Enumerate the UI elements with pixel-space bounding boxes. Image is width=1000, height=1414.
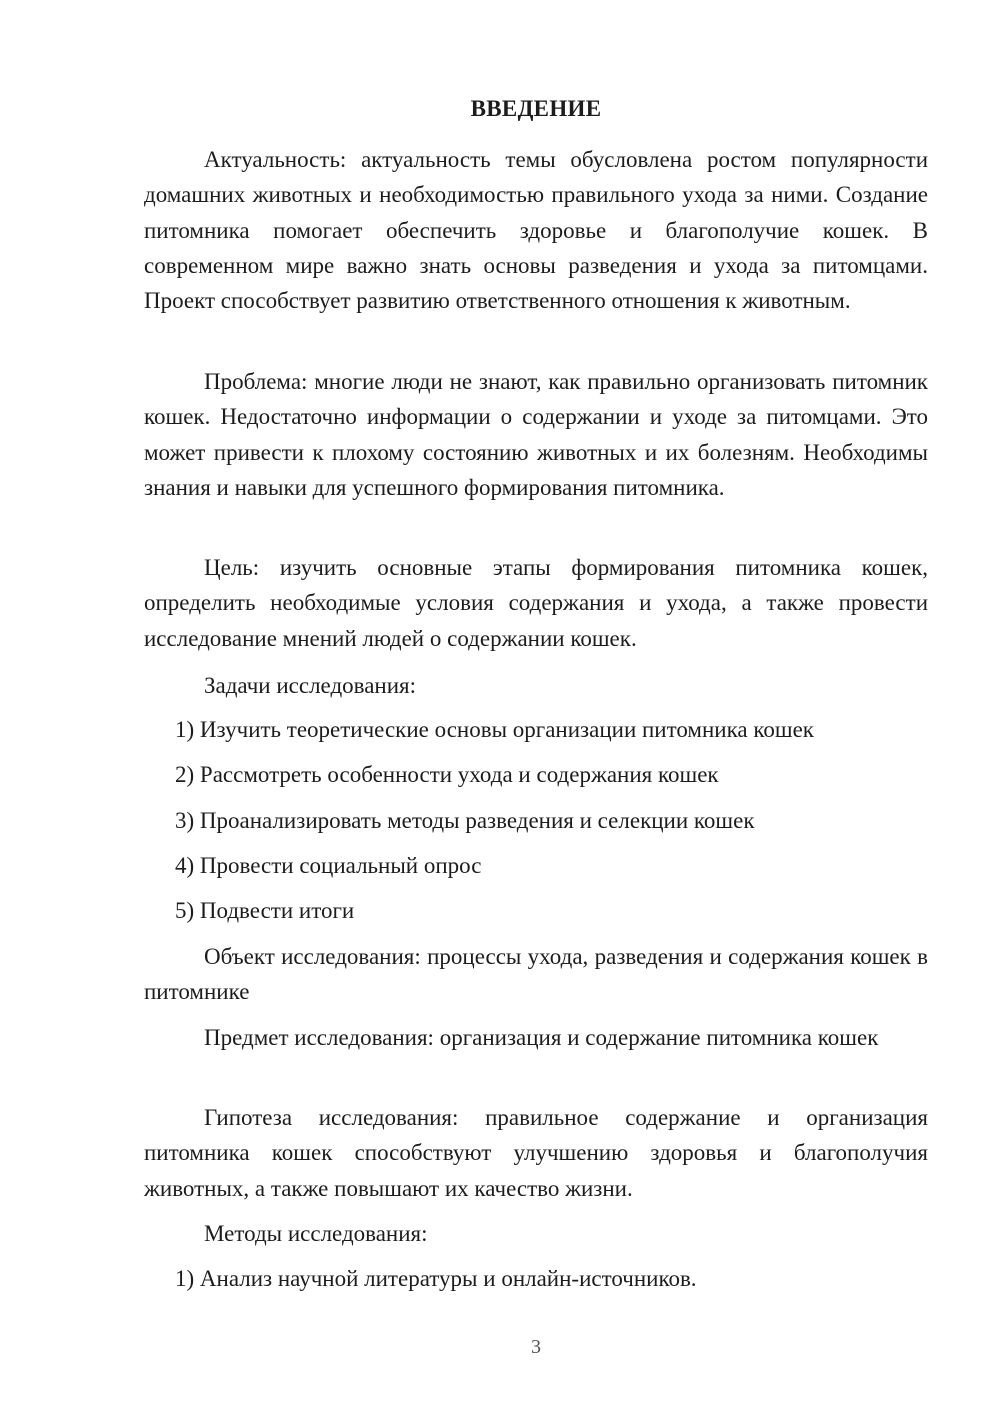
object-paragraph: Объект исследования: процессы ухода, разведения и содержания кошек в питомнике xyxy=(144,944,928,1005)
task-item: 4) Провести социальный опрос xyxy=(175,853,482,878)
task-item: 3) Проанализировать методы разведения и селекции кошек xyxy=(175,808,755,833)
goal-paragraph: Цель: изучить основные этапы формирования питомника кошек, определить необходимые условия содержания и ухода, а также провести исследование мнений людей о содержании кошек. xyxy=(144,555,928,651)
task-item: 2) Рассмотреть особенности ухода и содержания кошек xyxy=(175,762,719,787)
subject-paragraph: Предмет исследования: организация и содержание питомника кошек xyxy=(204,1025,879,1050)
page-number: 3 xyxy=(531,1336,541,1358)
tasks-heading: Задачи исследования: xyxy=(204,673,417,698)
method-item: 1) Анализ научной литературы и онлайн-источников. xyxy=(175,1266,697,1291)
relevance-paragraph: Актуальность: актуальность темы обусловлена ростом популярности домашних животных и необходимостью правильного ухода за ними. Создание питомника помогает обеспечить здоровье и благополучие кошек. В современном мире важно знать основы разведения и ухода за питомцами. Проект способствует развитию ответственного отношения к животным. xyxy=(144,147,928,314)
page-title: ВВЕДЕНИЕ xyxy=(470,96,602,121)
task-item: 1) Изучить теоретические основы организации питомника кошек xyxy=(175,717,814,742)
methods-heading: Методы исследования: xyxy=(204,1221,428,1246)
hypothesis-paragraph: Гипотеза исследования: правильное содержание и организация питомника кошек способствуют улучшению здоровья и благополучия животных, а также повышают их качество жизни. xyxy=(144,1105,928,1201)
problem-paragraph: Проблема: многие люди не знают, как правильно организовать питомник кошек. Недостаточно информации о содержании и уходе за питомцами. Это может привести к плохому состоянию животных и их болезням. Необходимы знания и навыки для успешного формирования питомника. xyxy=(144,369,928,500)
task-item: 5) Подвести итоги xyxy=(175,898,355,923)
